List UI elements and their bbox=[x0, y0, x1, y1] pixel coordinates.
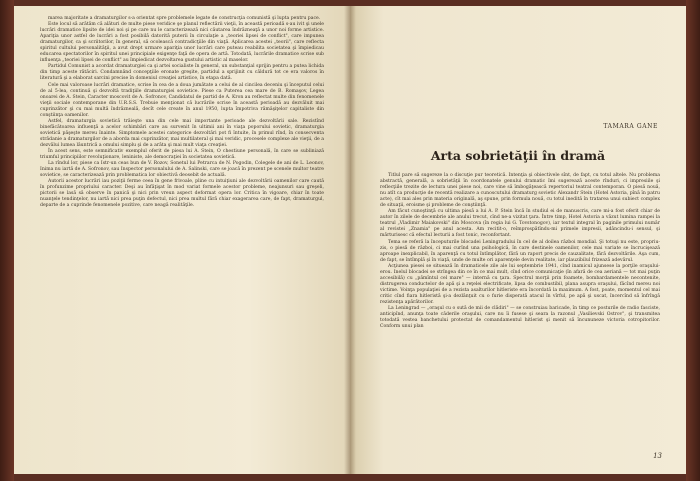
left-paragraph: La rîndul lor, piese ca Istr-un ceas bun de V. Rozov, Sonetul lui Petrarca de N. Pogodin, Colegele de ani de L. Leonov, Inima nu iartă de A. Sofronov, sau Inspector personalului de A. Salinski, care se joacă în prezent pe scenele multor teatre sovietice, se caracterizează prin problematica lor obiectivă deosebit de actuală. bbox=[40, 161, 324, 179]
right-paragraph: Titlul pare să sugereze la o discuţie pur teoretică. Intenţia şi obiectivele sînt, de fapt, cu totul altele. Nu problema abstractă, generală, a sobrietăţii în coordonatele genului dramatic îmi sugerează aceste rînduri, ci impresiile şi reflecţiile trezite de lectura unei piese noi, care vine să îmbogăţească repertoriul teatral contemporan. O piesă nouă, nu atît ca producţie de recentă realizare a cunoscutului dramaturg sovietic Alexandr Stein (Hotel Astoria, pînă în patru acte), cît mai ales prin materia originală, aş spune, prin formula nouă, cu totul inedită în tratarea unui subiect complex de situaţii, eroisme şi probleme de conştiinţă. bbox=[380, 173, 660, 209]
page-number: 13 bbox=[653, 452, 662, 460]
left-page-text-column bbox=[40, 16, 324, 210]
right-page-text-column bbox=[380, 173, 660, 330]
left-paragraph: Partidul Comunist a acordat dramaturgiei ca şi artei socialiste în general, un substanţial sprijin pentru a putea lichida din timp aceste rătăciri. Condamnând concepţiile eronate greşite, partidul a sprijinit cu căldură tot ce era valoros în literatură şi a elaborat sarcini precise în domeniul creaţiei artistice, în etapa dată. bbox=[40, 64, 324, 82]
book-gutter-shadow bbox=[344, 6, 356, 474]
right-paragraph: Am făcut cunoştinţă cu ultima piesă a lui A. P. Stein încă în studiul ei de manuscris, care mi-a fost oferit chiar de autor în zilele de decembrie ale anului trecut, cînd ne-a vizitat ţara. Între timp, Hotel Astoria a văzut lumina rampei la teatrul „Vladimir Maiakovski" din Moscova (în regia lui G. Tovstonogov), iar textul integral în paginile primului număr al revistei „Znamia" pe anul acesta. Am recitit-o, reîmprospătîndu-mi primele impresii, adâncindu-i sensul, şi mărturisesc că efectul lecturii a fost tonic, reconfortant. bbox=[380, 209, 660, 239]
book-cover-left-edge bbox=[0, 0, 14, 481]
right-paragraph: Tema se referă la începuturile blocadei Leningradului în cel de al doilea război mondial. Şi totuşi nu este, propriu-zis, o piesă de război, ci mai curînd una psihologică, în care destinele oamenilor, cele mai variate se încrucişează aproape inexplicabil, în aparenţă cu totul întîmplător, fără un raport precis de cauzalitate, fără dezvoltările. Aşa cum, de fapt, se întîmplă şi în viaţă, unde de multe ori aparenţele devin realitate, iar plauzibilul frizează adevărul. bbox=[380, 239, 660, 263]
left-paragraph: În acest sens, este semnificativ exemplul oferit de piesa lui A. Stein, O chestiune personală, în care se subliniază triumful principiilor revoluţionare, leniniste, ale democraţiei în societatea sovietică. bbox=[40, 149, 324, 161]
book-cover-right-edge bbox=[686, 0, 700, 481]
left-paragraph: marea majoritate a dramaturgilor s-a orientat spre problemele legate de construcţia comunistă şi lupta pentru pace. bbox=[48, 16, 321, 21]
left-page bbox=[14, 6, 350, 474]
article-title: Arta sobrietăţii în dramă bbox=[430, 148, 606, 163]
left-paragraph: Cele mai valoroase lucrări dramatice, scrise în cea de a doua jumătate a celui de al cincilea deceniu şi începutul celui de al 5-lea, continuă şi dezvoltă tradiţiile dramaturgiei sovietice. Piese ca Puterea cea mare de B. Romaşov, Legea onoarei de A. Stein, Caracter moscovit de A. Sofronov, Candidatul de partid de A. Kron au reflectat multe din fenomenele vieţii sociale contemporane din U.R.S.S. Trebuie menţionat că lucrările scrise în această perioadă au dezvăluit mai cuprinzător şi cu mai multă îndrăzneală, decît cele create în anul 1950, lupta împotriva rămăşiţelor capitaliste din conştiinţa oamenilor. bbox=[40, 82, 324, 118]
article-author: TAMARA GANE bbox=[603, 123, 658, 130]
right-paragraph: Acţiunea piesei se situează în dramaticele zile ale lui septembrie 1941, cînd inamicul ajunsese la porţile oraşului-erou. Inelul blocadei se strîngea din ce în ce mai mult, cînd orice comunicaţie (în afară de cea aeriană — tot mai puţin accesibilă) cu „pămîntul cel mare" — internă cu ţara. Spectrul morţii prin foamete, bombardamentele necontenite, distrugerea conductelor de apă şi a reţelei electrificate, lipsa de combustibil, plana asupra oraşului, făcînd mereu noi victime. Voinţa populaţiei de a rezista asalturilor hitleriste era încordată la maximum. A fost, poate, momentul cel mai critic cînd fiara hitleristă şi-a dezlănţuit cu o furie disperată atacul în vîrful, pe apă şi uscat, încercînd să înfrîngă rezistenţa apărătorilor. bbox=[380, 263, 660, 305]
left-paragraph: Astfel, dramaturgia sovietică trăieşte una din cele mai importante perioade ale dezvoltării sale. Rezistînd binefăcătoarea influenţă a acelor schimbări care au survenit în ultimii ani în viaţa poporului sovietic, dramaturgia sovietică păşeşte mereu înainte. Simptomele acestei categorice dezvoltări pot fi întuite, în primul rînd, în consecventa strădanie a dramaturgilor de a aborda mai cuprinzător, mai multilateral şi mai veridic, procesele complexe ale vieţii, de a dezvălui lumea lăuntrică a omului simplu şi de a arăta şi mai mult viaţa creaţiei. bbox=[40, 118, 324, 148]
right-page bbox=[350, 6, 686, 474]
right-paragraph: La Leningrad — „oraşul cu o sută de mii de clădiri" — se construiau baricade, în timp ce posturile de radio fasciste, anticipînd, anunţa toate căderile oraşului, care nu îi fusese şi seara la razonul „Vasilievski Ostrov", şi transmitea totodată vestea banchetului protectat de comandamentul hitlerist şi menit să încununeze victoria cotropitorilor. Conform unui plan bbox=[380, 306, 660, 330]
left-paragraph: Este locul să arătăm că alături de multe piese veridice şe planul reflectării vieţii, în această perioadă s-au ivit şi unele lucrări dramatice lipsite de idei noi şi pe care nu le caracterizează nici căutarea îndrăzneaţă a unor noi forme artistice. Apariţia unor astfel de lucrări a fost posibilă datorită puterii în circulaţie a „teoriei lipsei de conflict", care impunea dramaturgilor, ca şi scriitorilor, în general, să ocolească contradicţiile din viaţă. Aplicarea acestei „teorii", care reflecta spiritul cultului personalităţii, a avut drept urmare apariţia unor lucrări care puteau reabilita societatea şi împiedicau educarea spectatorilor în spiritul unei principiale exigenţe faţă de opera de artă. Totodată, lucrările dramatice scrise sub influenţa „teoriei lipsei de conflict" au împiedicat dezvoltarea gustului artistic al maselor. bbox=[40, 22, 324, 64]
left-paragraph: Autorii acestor lucrări iau poziţii ferme ceea în gene frivoale, pline cu intuiţiuni ale dezvoltării oamenilor care caută în profunzime propriului caracter. Deşi au înfăţişat în mod variat formele acestor probleme, neajunsuri sau greşeli, pictorii se lasă să observe în panică şi nici prin vreun aspect deformat opera lor. Critica în vigoare, chiar în toate nuanţele tendinţelor, nu iartă nici prea puţin defectul, nici prea multul fără chiar exagerarea care, de fapt, dramaturgul, departe de a cuprinde fenomenele pozitive, care neagă realităţile. bbox=[40, 179, 324, 209]
